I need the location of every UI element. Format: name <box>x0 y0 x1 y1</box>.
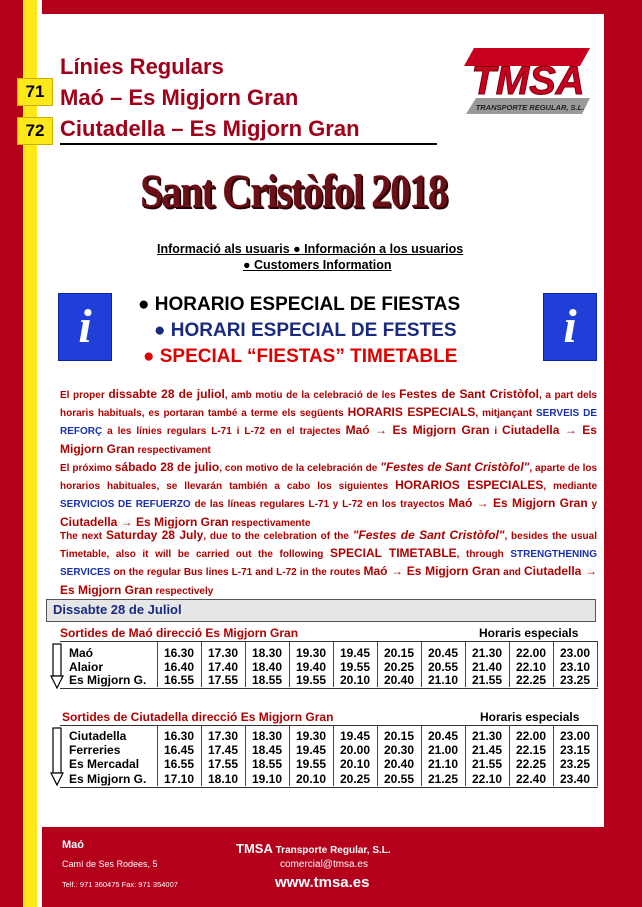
headline-en: ● SPECIAL “FIESTAS” TIMETABLE <box>143 346 458 367</box>
schedule-ciutadella-heading: Sortides de Ciutadella direcció Es Migjorn Gran <box>62 710 334 724</box>
column-divider <box>377 725 378 786</box>
departure-time: 17.30 <box>207 729 239 743</box>
departure-time: 16.55 <box>163 757 195 772</box>
departure-time: 23.00 <box>559 646 591 660</box>
departure-time: 23.40 <box>559 771 591 786</box>
paragraph-spanish: El próximo sábado 28 de julio, con motivo de la celebración de "Festes de Sant Cristòfol", aparte de los horarios habituales, se llevarán también a cabo los siguientes HORARIOS ESPECIALES, mediante SERVICIOS DE REFUERZO de las líneas regulares L-71 y L-72 en los trayectos Maó → Es Migjorn Gran y Ciutadella → Es Migjorn Gran respectivamente <box>60 460 598 529</box>
column-divider <box>245 725 246 786</box>
column-divider <box>553 725 554 786</box>
departure-time: 20.10 <box>339 673 371 687</box>
departure-time: 18.30 <box>251 646 283 660</box>
stop-name: Ciutadella <box>69 729 127 743</box>
direction-arrow-icon <box>50 643 64 694</box>
departure-time: 20.55 <box>427 659 459 674</box>
departure-time: 20.25 <box>339 771 371 786</box>
footer-city: Maó <box>62 839 84 851</box>
headline-ca: ● HORARI ESPECIAL DE FESTES <box>154 320 457 341</box>
departure-time: 18.40 <box>251 659 283 674</box>
departure-time: 23.00 <box>559 729 591 743</box>
departure-time: 19.55 <box>295 757 327 772</box>
info-icon-right: i <box>543 293 597 361</box>
departure-time: 21.30 <box>471 729 503 743</box>
column-divider <box>289 642 290 687</box>
footer-phones: Telf.: 971 360475 Fax: 971 354007 <box>62 880 178 889</box>
paragraph-english: The next Saturday 28 July, due to the celebration of the "Festes de Sant Cristòfol", besides the usual Timetable, also it will be carried out the following SPECIAL TIMETABLE, through STRENGTHENING SERVICES on the regular Bus lines L-71 and L-72 in the routes Maó → Es Migjorn Gran and Ciutadella → Es Migjorn Gran respectively <box>60 528 597 597</box>
departure-time: 16.40 <box>163 659 195 674</box>
schedule-mao-heading: Sortides de Maó direcció Es Migjorn Gran <box>60 626 299 640</box>
departure-time: 20.45 <box>427 729 459 743</box>
departure-time: 17.10 <box>163 771 195 786</box>
departure-time: 17.55 <box>207 757 239 772</box>
departure-time: 23.15 <box>559 743 591 758</box>
tmsa-logo <box>462 44 594 124</box>
column-divider <box>333 642 334 687</box>
departure-time: 21.10 <box>427 673 459 687</box>
schedule-ciutadella-top-rule <box>60 725 598 726</box>
departure-time: 20.00 <box>339 743 371 758</box>
departure-time: 18.55 <box>251 673 283 687</box>
schedule-mao-label: Horaris especials <box>479 626 579 640</box>
departure-time: 17.55 <box>207 673 239 687</box>
stop-name: Ferreries <box>69 743 121 758</box>
departure-time: 17.45 <box>207 743 239 758</box>
footer-address: Camí de Ses Rodees, 5 <box>62 859 158 869</box>
departure-time: 21.40 <box>471 659 503 674</box>
departure-time: 23.10 <box>559 659 591 674</box>
departure-time: 19.30 <box>295 729 327 743</box>
schedule-ciutadella-bottom-rule <box>60 787 598 788</box>
departure-time: 22.40 <box>515 771 547 786</box>
departure-time: 21.00 <box>427 743 459 758</box>
column-divider <box>597 725 598 786</box>
departure-time: 18.10 <box>207 771 239 786</box>
departure-time: 22.00 <box>515 729 547 743</box>
route-number-71: 71 <box>17 78 53 106</box>
departure-time: 20.45 <box>427 646 459 660</box>
route-number-72: 72 <box>17 117 53 145</box>
column-divider <box>201 642 202 687</box>
departure-time: 21.30 <box>471 646 503 660</box>
schedule-mao-top-rule <box>60 641 598 642</box>
departure-time: 20.10 <box>295 771 327 786</box>
svg-text:TMSA: TMSA <box>471 59 585 103</box>
column-divider <box>421 642 422 687</box>
stop-name: Es Migjorn G. <box>69 771 147 786</box>
departure-time: 19.30 <box>295 646 327 660</box>
departure-time: 16.45 <box>163 743 195 758</box>
departure-time: 18.55 <box>251 757 283 772</box>
departure-time: 22.15 <box>515 743 547 758</box>
title-line-route-71: Maó – Es Migjorn Gran <box>60 85 299 110</box>
paragraph-catalan: El proper dissabte 28 de juliol, amb motiu de la celebració de les Festes de Sant Cristòfol, a part dels horaris habituals, es portaran també a terme els següents HORARIS ESPECIALS, mitjançant SERVEIS DE REFORÇ a les línies regulars L-71 i L-72 en el trajectes Maó → Es Migjorn Gran i Ciutadella → Es Migjorn Gran respectivament <box>60 387 597 456</box>
column-divider <box>421 725 422 786</box>
departure-time: 19.40 <box>295 659 327 674</box>
departure-time: 23.25 <box>559 757 591 772</box>
footer-website[interactable]: www.tmsa.es <box>275 874 370 891</box>
departure-time: 16.55 <box>163 673 195 687</box>
departure-time: 22.00 <box>515 646 547 660</box>
column-divider <box>553 642 554 687</box>
column-divider <box>333 725 334 786</box>
departure-time: 20.40 <box>383 757 415 772</box>
column-divider <box>157 642 158 687</box>
departure-time: 19.55 <box>295 673 327 687</box>
day-header <box>46 599 596 622</box>
departure-time: 20.15 <box>383 729 415 743</box>
headline-es: ● HORARIO ESPECIAL DE FIESTAS <box>138 294 461 315</box>
svg-text:TRANSPORTE REGULAR, S.L.: TRANSPORTE REGULAR, S.L. <box>475 103 585 112</box>
departure-time: 20.40 <box>383 673 415 687</box>
direction-arrow-icon <box>50 727 64 792</box>
departure-time: 22.10 <box>515 659 547 674</box>
footer-company: TMSA Transporte Regular, S.L. <box>236 841 391 856</box>
departure-time: 19.10 <box>251 771 283 786</box>
stop-name: Es Migjorn G. <box>69 673 147 687</box>
schedule-ciutadella-label: Horaris especials <box>480 710 580 724</box>
stop-name: Es Mercadal <box>69 757 140 772</box>
departure-time: 21.25 <box>427 771 459 786</box>
title-line-lines: Línies Regulars <box>60 54 224 79</box>
departure-time: 20.15 <box>383 646 415 660</box>
departure-time: 16.30 <box>163 729 195 743</box>
title-line-route-72: Ciutadella – Es Migjorn Gran <box>60 116 360 141</box>
footer-email[interactable]: comercial@tmsa.es <box>280 859 368 870</box>
departure-time: 20.10 <box>339 757 371 772</box>
title-underline <box>60 143 437 145</box>
departure-time: 22.25 <box>515 757 547 772</box>
info-line-2: ● Customers Information <box>243 258 392 272</box>
column-divider <box>245 642 246 687</box>
column-divider <box>509 642 510 687</box>
departure-time: 16.30 <box>163 646 195 660</box>
day-label: Dissabte 28 de Juliol <box>53 602 182 617</box>
column-divider <box>509 725 510 786</box>
stop-name: Alaior <box>69 659 104 674</box>
departure-time: 19.45 <box>339 729 371 743</box>
departure-time: 18.45 <box>251 743 283 758</box>
departure-time: 21.55 <box>471 673 503 687</box>
info-icon-left: i <box>58 293 112 361</box>
column-divider <box>597 642 598 687</box>
column-divider <box>377 642 378 687</box>
departure-time: 20.25 <box>383 659 415 674</box>
departure-time: 22.10 <box>471 771 503 786</box>
departure-time: 21.55 <box>471 757 503 772</box>
departure-time: 20.30 <box>383 743 415 758</box>
departure-time: 19.55 <box>339 659 371 674</box>
column-divider <box>289 725 290 786</box>
departure-time: 17.40 <box>207 659 239 674</box>
column-divider <box>465 642 466 687</box>
departure-time: 19.45 <box>339 646 371 660</box>
departure-time: 17.30 <box>207 646 239 660</box>
column-divider <box>201 725 202 786</box>
departure-time: 18.30 <box>251 729 283 743</box>
departure-time: 21.10 <box>427 757 459 772</box>
departure-time: 21.45 <box>471 743 503 758</box>
departure-time: 20.55 <box>383 771 415 786</box>
column-divider <box>157 725 158 786</box>
column-divider <box>465 725 466 786</box>
stop-name: Maó <box>69 646 93 660</box>
info-line-1: Informació als usuaris ● Información a los usuarios <box>157 242 464 256</box>
schedule-mao-bottom-rule <box>60 688 598 689</box>
departure-time: 19.45 <box>295 743 327 758</box>
event-title: Sant Cristòfol 2018 <box>140 165 447 218</box>
departure-time: 22.25 <box>515 673 547 687</box>
departure-time: 23.25 <box>559 673 591 687</box>
